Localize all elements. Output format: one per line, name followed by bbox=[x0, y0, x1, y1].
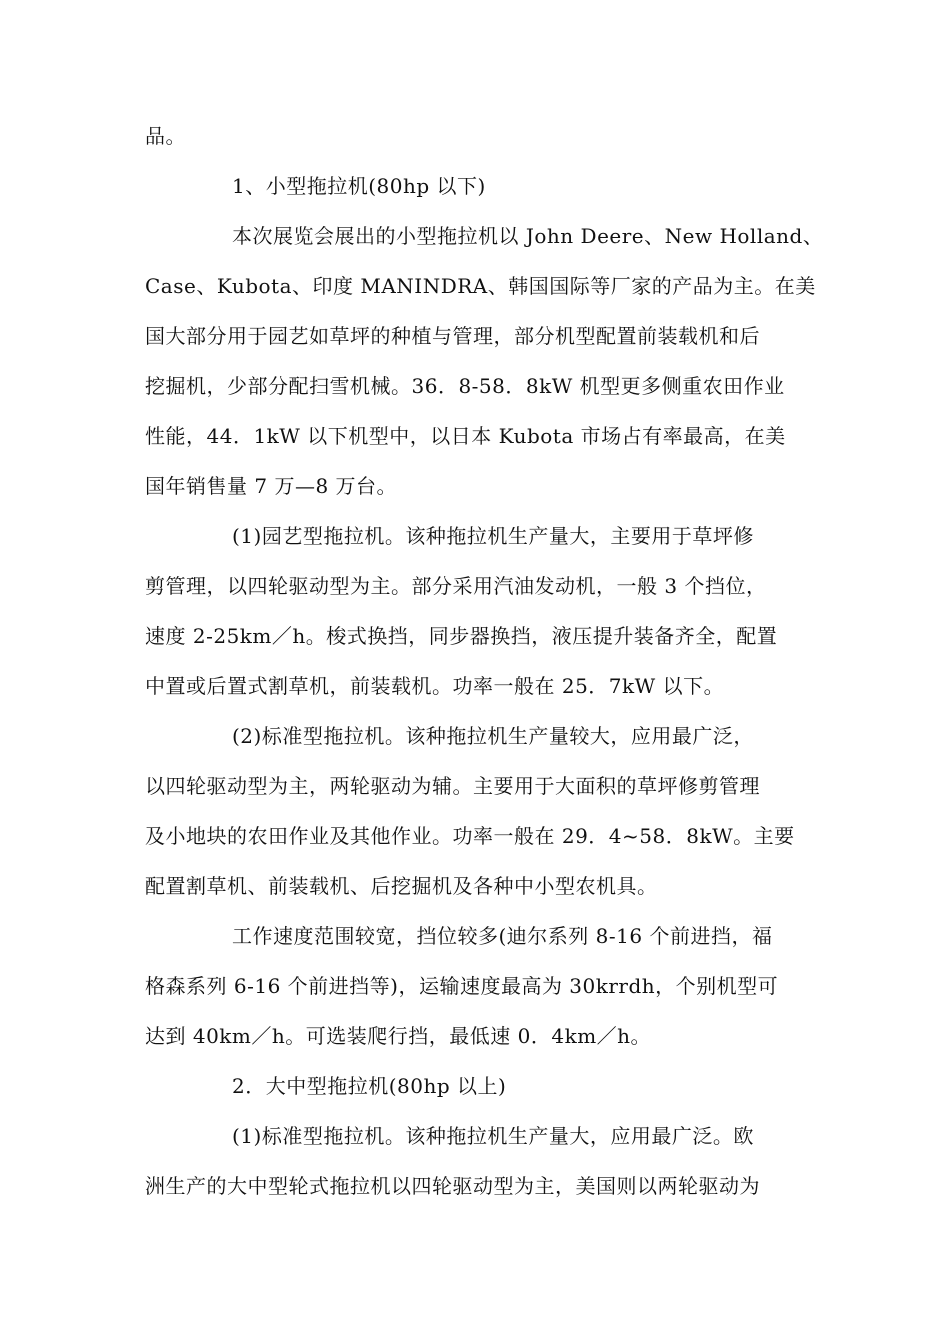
section-heading: 1、小型拖拉机(80hp 以下) bbox=[232, 174, 486, 198]
paragraph-line: 洲生产的大中型轮式拖拉机以四轮驱动型为主，美国则以两轮驱动为 bbox=[145, 1174, 760, 1198]
paragraph-line: (1)标准型拖拉机。该种拖拉机生产量大，应用最广泛。欧 bbox=[232, 1124, 754, 1148]
paragraph-line: 速度 2-25km／h。梭式换挡，同步器换挡，液压提升装备齐全，配置 bbox=[145, 624, 778, 648]
paragraph-line: 工作速度范围较宽，挡位较多(迪尔系列 8-16 个前进挡，福 bbox=[232, 924, 773, 948]
paragraph-line: 格森系列 6-16 个前进挡等)，运输速度最高为 30krrdh，个别机型可 bbox=[145, 974, 779, 998]
paragraph-line: 剪管理，以四轮驱动型为主。部分采用汽油发动机，一般 3 个挡位， bbox=[145, 574, 767, 598]
paragraph-line: 中置或后置式割草机，前装载机。功率一般在 25．7kW 以下。 bbox=[145, 674, 725, 698]
paragraph-line: 性能，44．1kW 以下机型中，以日本 Kubota 市场占有率最高，在美 bbox=[145, 424, 786, 448]
text-line: 品。 bbox=[145, 124, 186, 148]
paragraph-line: 以四轮驱动型为主，两轮驱动为辅。主要用于大面积的草坪修剪管理 bbox=[145, 774, 760, 798]
paragraph-line: (1)园艺型拖拉机。该种拖拉机生产量大，主要用于草坪修 bbox=[232, 524, 754, 548]
paragraph-line: 达到 40km／h。可选装爬行挡，最低速 0．4km／h。 bbox=[145, 1024, 652, 1048]
paragraph-line: 配置割草机、前装载机、后挖掘机及各种中小型农机具。 bbox=[145, 874, 658, 898]
paragraph-line: Case、Kubota、印度 MANINDRA、韩国国际等厂家的产品为主。在美 bbox=[145, 274, 816, 298]
paragraph-line: 及小地块的农田作业及其他作业。功率一般在 29．4~58．8kW。主要 bbox=[145, 824, 795, 848]
paragraph-line: 本次展览会展出的小型拖拉机以 John Deere、New Holland、 bbox=[232, 224, 824, 248]
section-heading: 2．大中型拖拉机(80hp 以上) bbox=[232, 1074, 507, 1098]
paragraph-line: 国年销售量 7 万—8 万台。 bbox=[145, 474, 398, 498]
paragraph-line: (2)标准型拖拉机。该种拖拉机生产量较大，应用最广泛， bbox=[232, 724, 754, 748]
paragraph-line: 国大部分用于园艺如草坪的种植与管理，部分机型配置前装载机和后 bbox=[145, 324, 760, 348]
paragraph-line: 挖掘机，少部分配扫雪机械。36．8-58．8kW 机型更多侧重农田作业 bbox=[145, 374, 785, 398]
